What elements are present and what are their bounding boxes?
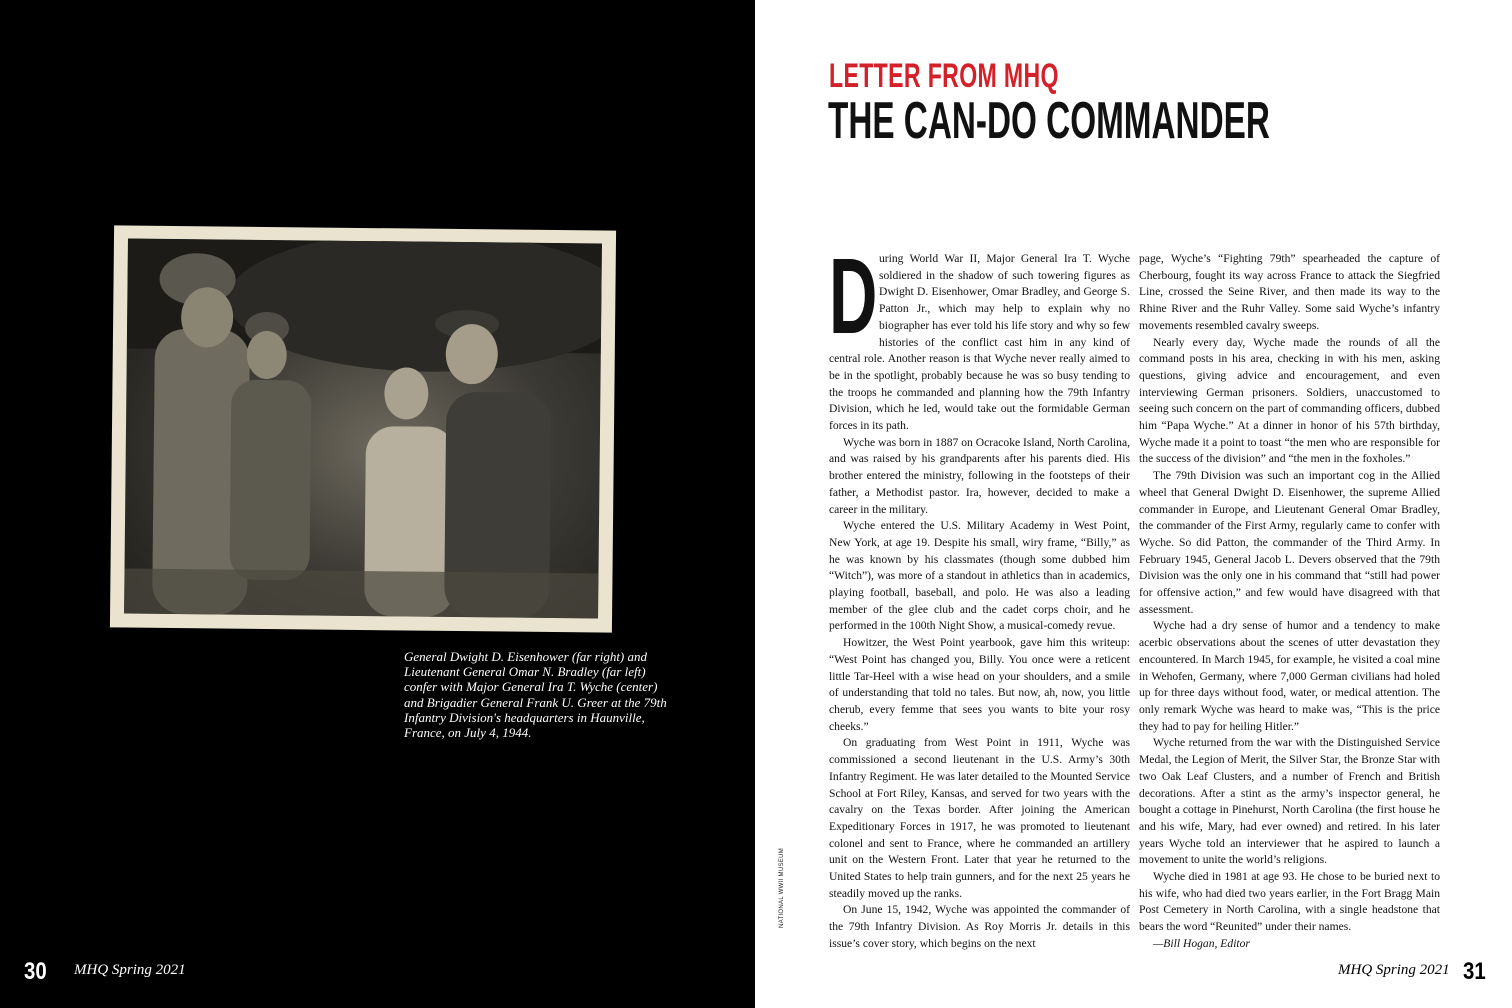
photo-caption: General Dwight D. Eisenhower (far right) and Lieutenant General Omar N. Bradley (far left) confer with Major General Ira T. Wyche (center) and Brigadier General Frank U. Greer at the 79th Infantry Division's headquarters in Haunville, France, on July 4, 1944. — [404, 649, 667, 741]
paragraph-text: uring World War II, Major General Ira T. Wyche soldiered in the shadow of such towering figures as Dwight D. Eisenhower, Omar Bradley, and George S. Patton Jr., which may help to explain why no biographer has ever told his life story and why so few histories of the conflict cast him in any kind of central role. Another reason is that Wyche never really aimed to be in the spotlight, probably because he was so busy tending to the troops he commanded and planning how the 79th Infantry Division, which he led, would take out the formidable German forces in its path. — [829, 252, 1130, 433]
paragraph-4: Howitzer, the West Point yearbook, gave him this writeup: “West Point has changed you, Billy. You once were a reticent little Tar-Heel with a wise head on your shoulders, and a smile of understanding that told no tales. But now, ah, now, you little cherub, every femme that sees you wants to bite your rosy cheeks.” — [829, 636, 1130, 733]
historical-photo — [110, 225, 616, 632]
photo-figures-graphic — [124, 239, 602, 619]
page-number-left: 30 — [24, 958, 47, 985]
issue-label-right: MHQ Spring 2021 — [1338, 962, 1450, 978]
paragraph-7: page, Wyche’s “Fighting 79th” spearheaded the capture of Cherbourg, fought its way across France to attack the Siegfried Line, crossed the Seine River, and then made its way to the Rhine River and the Ruhr Valley. Some said Wyche’s infantry movements resembled cavalry sweeps. — [1139, 252, 1440, 332]
paragraph-11: Wyche returned from the war with the Distinguished Service Medal, the Legion of Merit, the Silver Star, the Bronze Star with two Oak Leaf Clusters, and a number of French and British decorations. After a stint as the army’s inspector general, he bought a cottage in Pinehurst, North Carolina (the first house he and his wife, Mary, had ever owned) and retired. In his later years Wyche told an interviewer that he aspired to launch a movement to unite the world’s religions. — [1139, 736, 1440, 867]
paragraph-5: On graduating from West Point in 1911, Wyche was commissioned a second lieutenant in the U.S. Army’s 30th Infantry Regiment. He was later detailed to the Mounted Service School at Fort Riley, Kansas, and served for two years with the cavalry on the Texas border. After joining the American Expeditionary Forces in 1917, he was promoted to lieutenant colonel and sent to France, where he commanded an artillery unit on the Western Front. Later that year he returned to the United States to help train gunners, and for the next 25 years he steadily moved up the ranks. — [829, 736, 1130, 900]
paragraph-10: Wyche had a dry sense of humor and a tendency to make acerbic observations about the scenes of utter devastation they encountered. In March 1945, for example, he visited a coal mine in Wehofen, Germany, where 7,000 German civilians had holed up for three days without food, water, or medical attention. The only remark Wyche was heard to make was, “This is the price they had to pay for heiling Hitler.” — [1139, 619, 1440, 733]
drop-cap: D — [829, 235, 878, 356]
issue-label-left: MHQ Spring 2021 — [74, 962, 186, 978]
paragraph-8: Nearly every day, Wyche made the rounds of all the command posts in his area, checking in with his men, asking questions, giving advice and encouragement, and even interviewing German prisoners. Soldiers, unaccustomed to seeing such concern on the part of commanding officers, dubbed him “Papa Wyche.” At a dinner in honor of his 57th birthday, Wyche made it a point to toast “the men who are responsible for the success of the division” and “the men in the foxholes.” — [1139, 335, 1440, 466]
paragraph-2: Wyche was born in 1887 on Ocracoke Island, North Carolina, and was raised by his grandparents after his parents died. His brother entered the ministry, following in the footsteps of their father, a Methodist pastor. Ira, however, decided to make a career in the military. — [829, 435, 1130, 516]
paragraph-3: Wyche entered the U.S. Military Academy in West Point, New York, at age 19. Despite his small, wiry frame, “Billy,” as he was known by his classmates (though some dubbed him “Witch”), was more of a standout in athletics than in academics, playing football, baseball, and polo. He was also a leading member of the glee club and the cadet corps choir, and he performed in the 100th Night Show, a musical-comedy revue. — [829, 519, 1130, 633]
article-column-2 — [1139, 251, 1440, 953]
section-kicker: LETTER FROM MHQ — [829, 57, 1059, 95]
paragraph-9: The 79th Division was such an important cog in the Allied wheel that General Dwight D. Eisenhower, the supreme Allied commander in Europe, and Lieutenant General Omar Bradley, the commander of the First Army, regularly came to confer with Wyche. So did Patton, the commander of the Third Army. In February 1945, General Jacob L. Devers observed that the 79th Division was the only one in his command that “still had power for offensive action,” and few would have disagreed with that assessment. — [1139, 469, 1440, 616]
article-column-1 — [829, 235, 1130, 953]
paragraph-6: On June 15, 1942, Wyche was appointed the commander of the 79th Infantry Division. As Roy Morris Jr. details in this issue’s cover story, which begins on the next — [829, 903, 1130, 950]
photo-image — [124, 239, 602, 619]
editor-signoff: —Bill Hogan, Editor — [1153, 936, 1250, 950]
photo-credit: NATIONAL WWII MUSEUM — [779, 848, 785, 928]
article-headline: THE CAN-DO COMMANDER — [828, 92, 1270, 150]
left-page — [0, 0, 755, 1008]
paragraph-1 — [829, 235, 1130, 435]
page-number-right: 31 — [1463, 958, 1486, 985]
paragraph-12: Wyche died in 1981 at age 93. He chose to be buried next to his wife, who had died two years earlier, in the Fort Bragg Main Post Cemetery in North Carolina, with a single headstone that bears the word “Reunited” under their names. — [1139, 870, 1440, 934]
